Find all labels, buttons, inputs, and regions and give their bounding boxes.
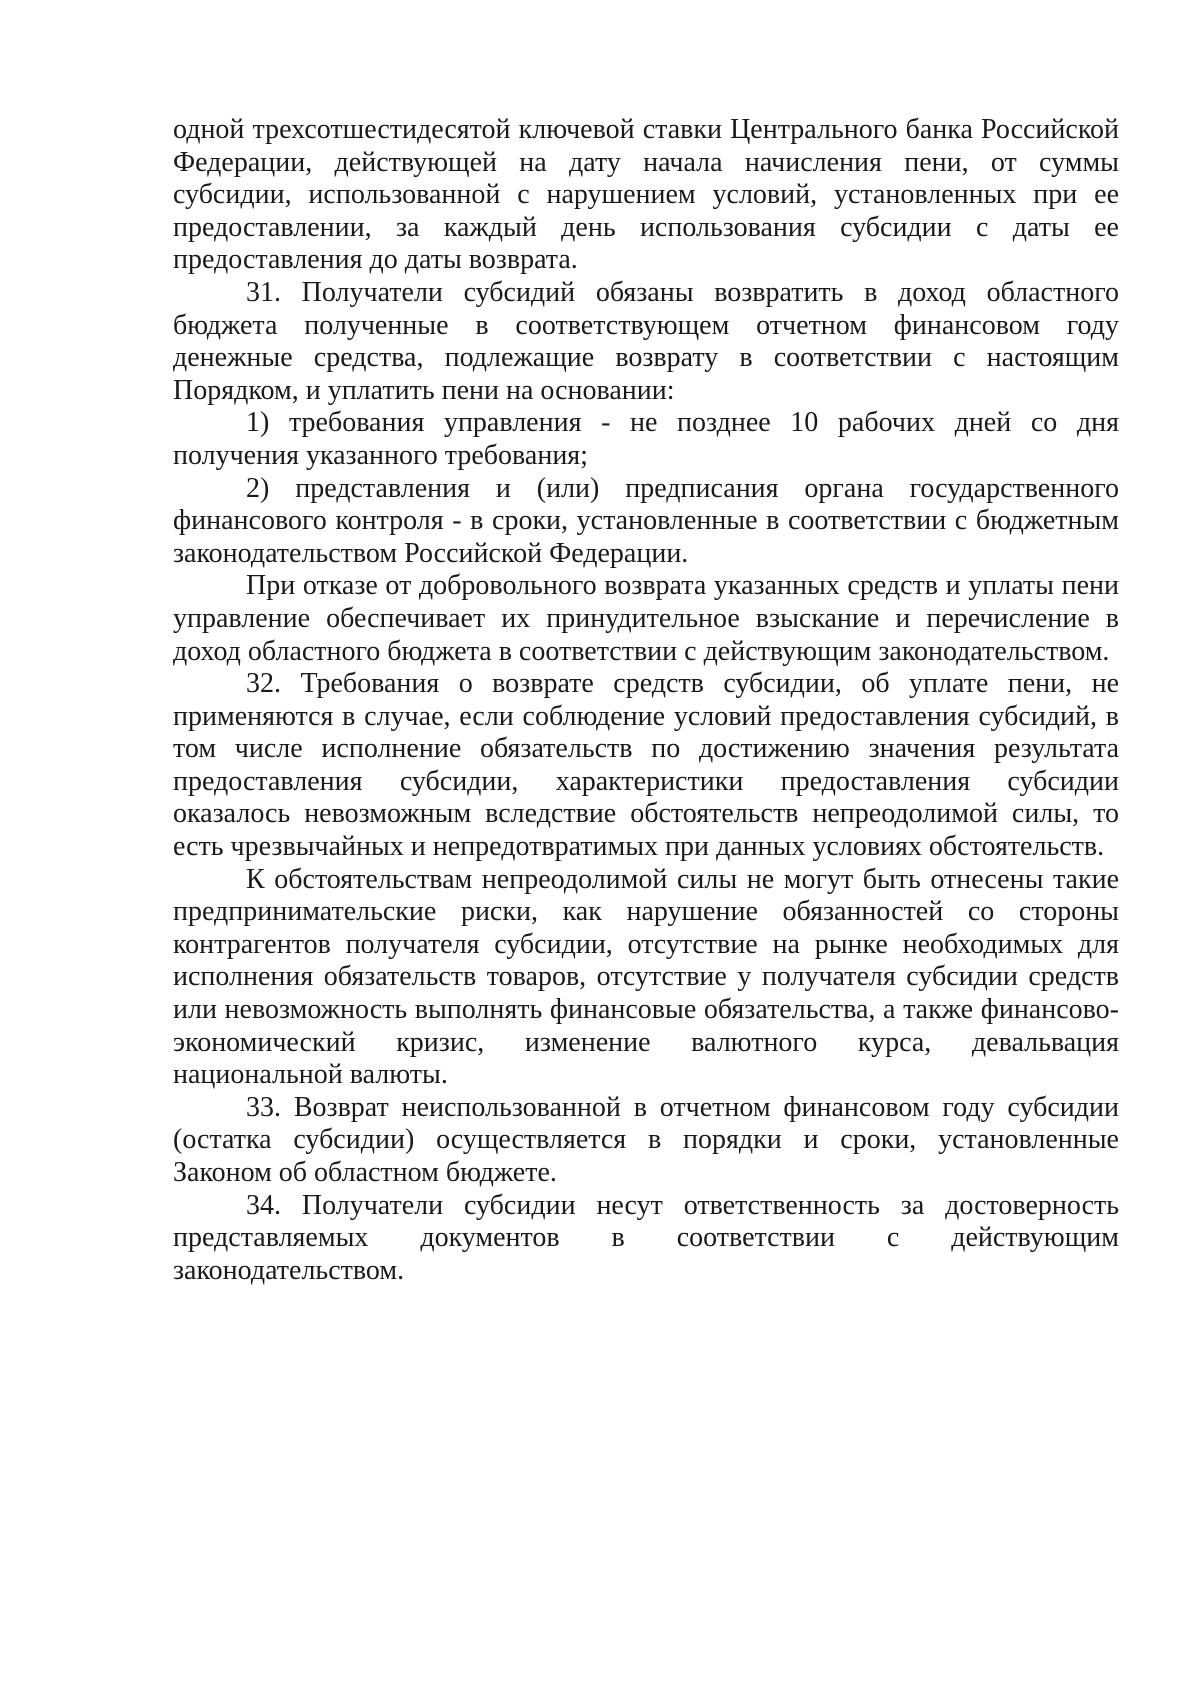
paragraph-32-force-majeure: К обстоятельствам непреодолимой силы не могут быть отнесены такие предпринимательские риски, как нарушение обязанностей со стороны контрагентов получателя субсидии, отсутствие на рынке необходимых для исполнения обязательств товаров, отсутствие у получателя субсидии средств или невозможность выполнять финансовые обязательства, а также финансово-экономический кризис, изменение валютного курса, девальвация национальной валюты. — [173, 863, 1119, 1091]
paragraph-31-item-1: 1) требования управления - не позднее 10 рабочих дней со дня получения указанного требования; — [173, 407, 1119, 471]
document-page — [173, 114, 1119, 1287]
paragraph-31: 31. Получатели субсидий обязаны возвратить в доход областного бюджета полученные в соответствующем отчетном финансовом году денежные средства, подлежащие возврату в соответствии с настоящим Порядком, и уплатить пени на основании: — [173, 276, 1119, 406]
paragraph-33: 33. Возврат неиспользованной в отчетном финансовом году субсидии (остатка субсидии) осуществляется в порядки и сроки, установленные Законом об областном бюджете. — [173, 1091, 1119, 1188]
paragraph-34: 34. Получатели субсидии несут ответственность за достоверность представляемых документов в соответствии с действующим законодательством. — [173, 1189, 1119, 1286]
paragraph-31-refusal: При отказе от добровольного возврата указанных средств и уплаты пени управление обеспечивает их принудительное взыскание и перечисление в доход областного бюджета в соответствии с действующим законодательством. — [173, 570, 1119, 667]
paragraph-32: 32. Требования о возврате средств субсидии, об уплате пени, не применяются в случае, если соблюдение условий предоставления субсидий, в том числе исполнение обязательств по достижению значения результата предоставления субсидии, характеристики предоставления субсидии оказалось невозможным вследствие обстоятельств непреодолимой силы, то есть чрезвычайных и непредотвратимых при данных условиях обстоятельств. — [173, 668, 1119, 863]
paragraph-continuation: одной трехсотшестидесятой ключевой ставки Центрального банка Российской Федерации, действующей на дату начала начисления пени, от суммы субсидии, использованной с нарушением условий, установленных при ее предоставлении, за каждый день использования субсидии с даты ее предоставления до даты возврата. — [173, 114, 1119, 276]
paragraph-31-item-2: 2) представления и (или) предписания органа государственного финансового контроля - в сроки, установленные в соответствии с бюджетным законодательством Российской Федерации. — [173, 472, 1119, 569]
